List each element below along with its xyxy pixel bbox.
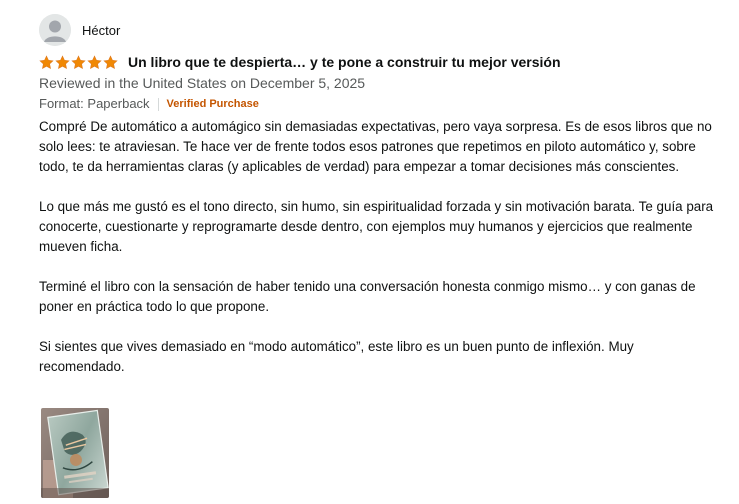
review-body	[39, 117, 719, 377]
star-icon	[71, 55, 86, 70]
review-paragraph-2: Lo que más me gustó es el tono directo, sin humo, sin espiritualidad forzada y sin motivación barata. Te guía para conocerte, cuestionarte y reprogramarte desde dentro, con ejemplos muy humanos y ejercicios que realmente mueven ficha.	[39, 199, 714, 254]
star-icon	[103, 55, 118, 70]
star-icon	[55, 55, 70, 70]
review-title[interactable]: Un libro que te despierta… y te pone a construir tu mejor versión	[128, 54, 561, 70]
star-rating[interactable]	[39, 55, 119, 70]
star-icon	[39, 55, 54, 70]
review-paragraph-4: Si sientes que vives demasiado en “modo automático”, este libro es un buen punto de inflexión. Muy recomendado.	[39, 339, 634, 374]
review-paragraph-3: Terminé el libro con la sensación de haber tenido una conversación honesta conmigo mismo… y con ganas de poner en práctica todo lo que propone.	[39, 279, 696, 314]
customer-review	[39, 14, 719, 397]
review-image-thumbnail[interactable]	[41, 408, 109, 498]
verified-purchase-badge: Verified Purchase	[166, 98, 259, 110]
star-icon	[87, 55, 102, 70]
default-avatar-icon[interactable]	[39, 14, 71, 46]
reviewer-profile[interactable]	[39, 14, 719, 46]
review-title-row	[39, 52, 719, 72]
review-date: Reviewed in the United States on December 5, 2025	[39, 75, 366, 91]
reviewer-name[interactable]: Héctor	[82, 22, 121, 38]
format-row	[39, 94, 719, 114]
review-paragraph-1: Compré De automático a automágico sin demasiadas expectativas, pero vaya sorpresa. Es de esos libros que no solo lees: te atraviesan. Te hace ver de frente todos esos patrones que repetimos en piloto automático y, sobre todo, te da herramientas claras (y aplicables de verdad) para empezar a tomar decisiones más conscientes.	[39, 119, 712, 174]
divider	[158, 98, 159, 111]
product-format: Format: Paperback	[39, 96, 150, 111]
